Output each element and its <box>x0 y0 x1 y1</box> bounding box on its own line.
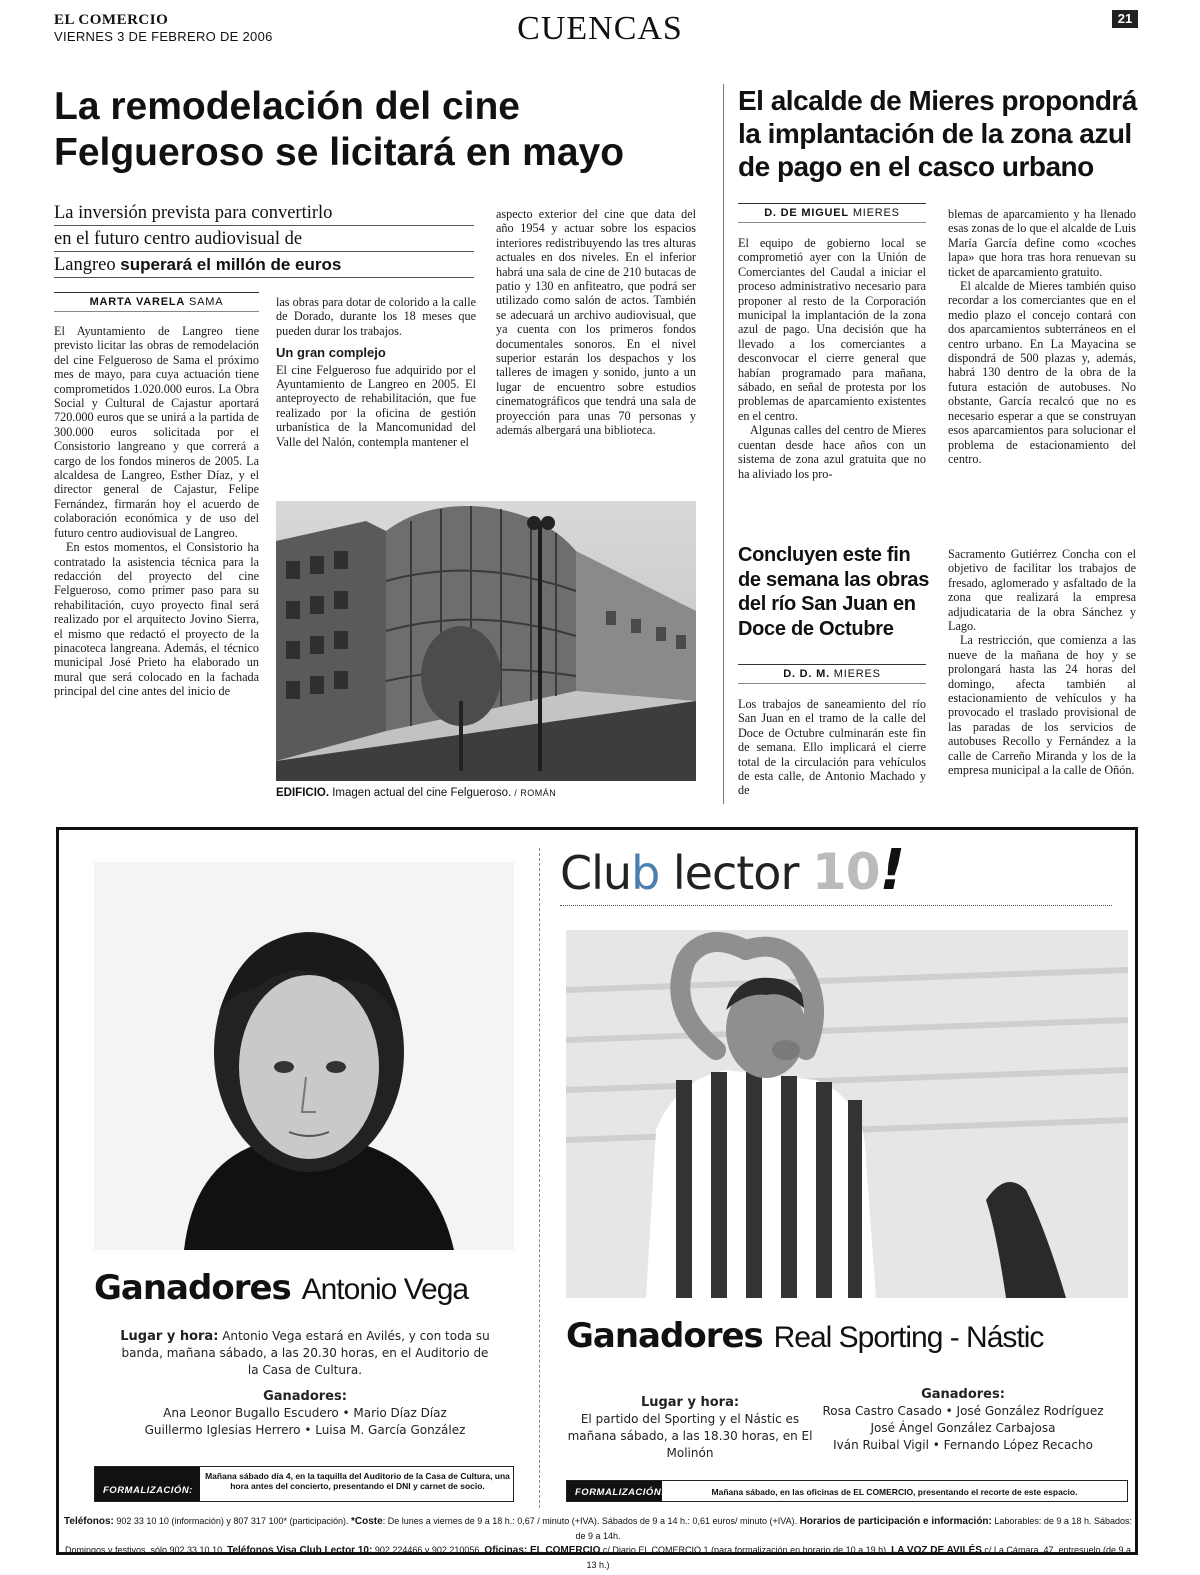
small-column-2 <box>948 547 1136 807</box>
main-byline <box>54 292 259 312</box>
paragraph: La restricción, que comienza a las nueve de la mañana de hoy y se prolongará hasta las 24 horas del domingo, afecta también al estacionamiento de vehículos y ha provocado el traslado provisional de las paradas de los servicios de autobuses Recollo y Fernández a la calle de Carreño Miranda y los de la empresa municipal a la calle de Oñón. <box>948 633 1136 778</box>
subhead-plain: Langreo <box>54 255 121 275</box>
caption-credit: / ROMÁN <box>511 788 557 798</box>
small-column-1 <box>738 697 926 807</box>
paragraph: blemas de aparcamiento y ha llenado esas zonas de lo que el alcalde de Luis María García define como «coches lapa» que hora tras hora renuevan su ticket de aparcamiento gratuito. <box>948 207 1136 279</box>
place-label: Lugar y hora: <box>120 1329 219 1344</box>
logo-ten: 10 <box>811 843 880 901</box>
logo-part: Clu <box>560 846 632 900</box>
page-number: 21 <box>1112 10 1138 28</box>
byline-author: MARTA VARELA <box>89 296 186 308</box>
article-subtitle: Un gran complejo <box>276 345 386 361</box>
paragraph: El equipo de gobierno local se comprometió ayer con la Unión de Comerciantes del Caudal a iniciar el proceso administrativo necesario para proponer al resto de la Corporación municipal la implantación de la zona azul de pago. Una decisión que ha llevado a los comerciantes a desconvocar el cierre general que habían programado para mañana, sábado, en señal de protesta por los problemas de aparcamiento existentes en el centro. <box>738 236 926 423</box>
left-formalization-box <box>94 1466 514 1502</box>
small-byline <box>738 664 926 684</box>
paragraph: Algunas calles del centro de Mieres cuentan desde hace años con un sistema de zona azul gratuita que no ha aliviado los pro- <box>738 423 926 481</box>
event-name: Real Sporting - Nástic <box>773 1321 1044 1354</box>
ad-divider <box>539 848 540 1508</box>
paragraph: Sacramento Gutiérrez Concha con el objetivo de facilitar los trabajos de fresado, aglomerado y asfaltado de la zona que realizará la empresa adjudicataria de la obra Sánchez y Lago. <box>948 547 1136 634</box>
paragraph: El Ayuntamiento de Langreo tiene previsto licitar las obras de remodelación del cine Felgueroso de Sama el próximo mes de mayo, para cuya actuación tiene comprometidos 1.020.000 euros. La Obra Social y Cultural de Cajastur aportará 720.000 euros que se unirá a la partida de 300.000 euros solicitada por el Consistorio langreano y que correrá a cargo de los fondos mineros de 2005. La alcaldesa de Langreo, Esther Díaz, y el director general de Cajastur, Felipe Fernández, firmarán hoy el acuerdo de colaboración económica y de uso del futuro centro audiovisual de Langreo. <box>54 324 259 540</box>
winners-line: Ana Leonor Bugallo Escudero • Mario Díaz Díaz <box>163 1406 447 1420</box>
main-column-1 <box>54 324 259 804</box>
newspaper-name: EL COMERCIO <box>54 12 169 28</box>
building-illustration <box>276 501 696 781</box>
byline-place: MIERES <box>833 668 881 680</box>
subhead-bold: superará el millón de euros <box>120 255 342 274</box>
right-event-info <box>565 1394 815 1462</box>
footer-bold: LA VOZ DE AVILÉS <box>891 1545 982 1556</box>
footballer-photo <box>566 930 1128 1298</box>
footballer-illustration <box>566 930 1128 1298</box>
paragraph: En estos momentos, el Consistorio ha contratado la asistencia técnica para la redacción del proyecto del cine Felgueroso, como primer paso para su rehabilitación, cuyo proyecto final será realizado por el arquitecto Jovino Sierra, el mismo que redactó el proyecto de la pinacoteca langreana. Además, el técnico municipal José Prieto ha elaborado un mural que será colocado en la fachada principal del cine antes del inicio de <box>54 540 259 699</box>
byline-author: D. DE MIGUEL <box>764 207 849 219</box>
right-column-1 <box>738 236 926 506</box>
right-formalization-box <box>566 1480 1128 1502</box>
ad-footer <box>60 1514 1136 1572</box>
footer-bold: Oficinas: EL COMERCIO <box>484 1545 601 1556</box>
footer-line <box>60 1514 1136 1543</box>
main-column-2 <box>276 295 476 495</box>
footer-text: : De lunes a viernes de 9 a 18 h.: 0,67 / minuto (+IVA). Sábados de 9 a 14 h.: 0,61 euros/ minuto (+IVA). <box>382 1516 800 1526</box>
subhead-line: La inversión prevista para convertirlo <box>54 200 474 226</box>
footer-line <box>60 1543 1136 1572</box>
paragraph: Los trabajos de saneamiento del río San Juan en el tramo de la calle del Doce de Octubre culminarán este fin de semana. Ello implicará el cierre total de la circulación para vehículos de esta calle, de Antonio Machado y de <box>738 697 926 798</box>
formalization-text: Mañana sábado día 4, en la taquilla del Auditorio de la Casa de Cultura, una hora antes del concierto, presentando el DNI y carnet de socio. <box>205 1471 510 1491</box>
footer-text: 902 224466 y 902 210056. <box>372 1545 485 1555</box>
right-headline: El alcalde de Mieres propondrá la implantación de la zona azul de pago en el casco urbano <box>738 85 1137 182</box>
caption-text: Imagen actual del cine Felgueroso. <box>329 787 512 799</box>
left-event-info <box>120 1328 490 1379</box>
footer-text: c/ La Cámara, 47, entresuelo (de 9 a 13 h.) <box>586 1545 1132 1570</box>
winners-line: José Ángel González Carbajosa <box>870 1421 1056 1435</box>
portrait-illustration <box>94 862 514 1250</box>
subhead-line: en el futuro centro audiovisual de <box>54 226 474 252</box>
winners-line: Iván Ruibal Vigil • Fernando López Recacho <box>833 1438 1093 1452</box>
footer-text: Domingos y festivos, sólo 902 33 10 10. <box>64 1545 228 1555</box>
byline-author: D. D. M. <box>783 668 830 680</box>
winners-word: Ganadores <box>94 1268 291 1308</box>
winners-label: Ganadores: <box>921 1387 1005 1402</box>
footer-text: Laborables: de 9 a 18 h. Sábados: de 9 a 14h. <box>575 1516 1132 1541</box>
formalization-tag: FORMALIZACIÓN: <box>567 1481 662 1501</box>
logo-part: lector <box>659 846 812 900</box>
left-winners-list <box>120 1388 490 1439</box>
paragraph: El alcalde de Mieres también quiso recordar a los comerciantes que en el medio plazo el concejo contará con dos aparcamientos subterráneos en el centro urbano. En La Mayacina se dispondrá de 500 plazas y, además, habrá 130 dentro de la obra de la futura estación de autobuses. No obstante, García recalcó que no es necesario esperar a que se construyan esos aparcamientos para solucionar el problema de estacionamiento del centro. <box>948 279 1136 466</box>
formalization-text: Mañana sábado, en las oficinas de EL COMERCIO, presentando el recorte de este espacio. <box>711 1487 1078 1497</box>
paragraph: aspecto exterior del cine que data del año 1954 y actuar sobre los espacios interiores redistribuyendo las tres alturas actuales en dos niveles. En el inferior habrá una sala de cine de 210 butacas de patio y 130 en anfiteatro, que podrá ser utilizado como salón de actos. También se adecuará un archivo audiovisual, que ya cuenta con los primeros fondos documentales sonoros. En el nivel superior estarán los despachos y los talleres de imagen y sonido, junto a un lugar de encuentro sobre estudios cinematográficos que tendrá una sala de proyección para unas 70 personas y además albergará una biblioteca. <box>496 207 696 438</box>
cinema-building-photo <box>276 501 696 781</box>
place-text: Antonio Vega estará en Avilés, y con toda su banda, mañana sábado, a las 20.30 horas, en el Auditorio de la Casa de Cultura. <box>121 1329 490 1377</box>
paragraph: las obras para dotar de colorido a la calle de Dorado, durante los 18 meses que pueden durar los trabajos. <box>276 295 476 338</box>
paragraph: El cine Felgueroso fue adquirido por el Ayuntamiento de Langreo en 2005. El anteproyecto de rehabilitación, que fue realizado por la oficina de gestión urbanística de la Mancomunidad del Valle del Nalón, contempla mantener el <box>276 362 476 449</box>
byline-place: SAMA <box>189 296 224 308</box>
right-winners-title <box>566 1316 1126 1356</box>
column-divider <box>723 84 724 804</box>
singer-portrait-photo <box>94 862 514 1250</box>
event-name: Antonio Vega <box>301 1273 469 1306</box>
formalization-tag: FORMALIZACIÓN: <box>95 1467 200 1501</box>
winners-line: Rosa Castro Casado • José González Rodríguez <box>822 1404 1104 1418</box>
winners-label: Ganadores: <box>263 1389 347 1404</box>
footer-text: c/ Diario EL COMERCIO 1 (para formalización en horario de 10 a 19 h). <box>600 1545 892 1555</box>
right-column-2 <box>948 207 1136 507</box>
club-lector-logo <box>560 838 1112 906</box>
small-headline: Concluyen este fin de semana las obras del río San Juan en Doce de Octubre <box>738 544 930 640</box>
logo-bang: ! <box>879 838 905 903</box>
footer-bold: Horarios de participación e información: <box>799 1516 992 1527</box>
caption-label: EDIFICIO. <box>276 787 330 799</box>
place-text: El partido del Sporting y el Nástic es mañana sábado, a las 18.30 horas, en El Molinón <box>567 1412 813 1460</box>
footer-bold: Teléfonos: <box>64 1516 114 1527</box>
footer-bold: *Coste <box>351 1516 383 1527</box>
logo-part: b <box>631 846 660 900</box>
winners-line: Guillermo Iglesias Herrero • Luisa M. García González <box>144 1423 466 1437</box>
byline-place: MIERES <box>852 207 900 219</box>
section-title: CUENCAS <box>517 10 683 47</box>
main-subhead <box>54 200 474 278</box>
footer-bold: Teléfonos Visa Club Lector 10: <box>227 1545 373 1556</box>
subhead-line <box>54 252 474 278</box>
issue-date: VIERNES 3 DE FEBRERO DE 2006 <box>54 29 273 44</box>
right-byline <box>738 203 926 223</box>
right-winners-list <box>822 1386 1104 1454</box>
left-winners-title <box>94 1268 524 1308</box>
photo-caption <box>276 787 696 799</box>
place-label: Lugar y hora: <box>640 1395 740 1410</box>
main-column-3 <box>496 207 696 492</box>
footer-text: 902 33 10 10 (información) y 807 317 100* (participación). <box>113 1516 351 1526</box>
main-headline: La remodelación del cine Felgueroso se licitará en mayo <box>54 85 625 174</box>
winners-word: Ganadores <box>566 1316 763 1356</box>
